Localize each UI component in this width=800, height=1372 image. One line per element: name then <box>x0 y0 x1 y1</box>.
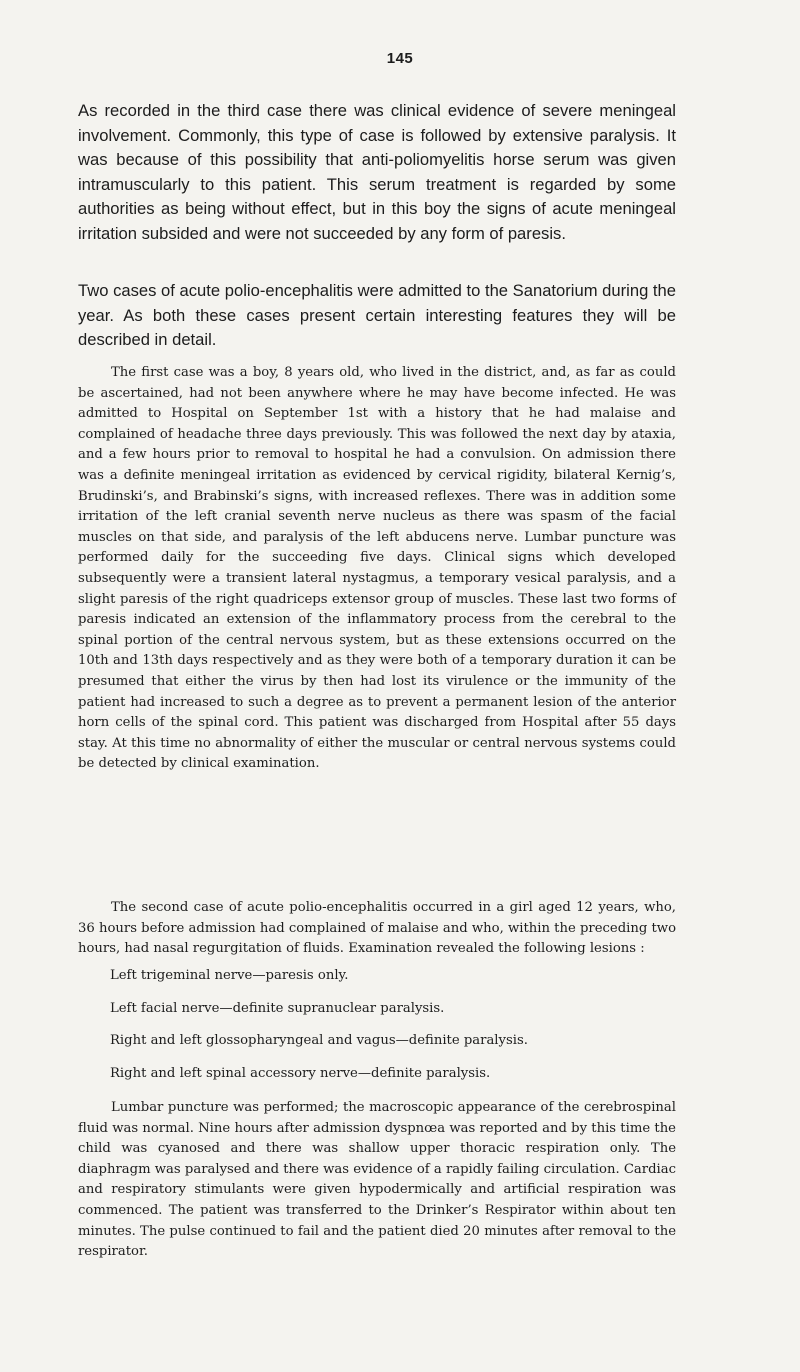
paragraph-meningeal-involvement: As recorded in the third case there was clinical evidence of severe meningeal involvement. Commonly, this type of case is followed by extensive paralysis. It was because of this possibility that anti-poliomyelitis horse serum was given intramuscularly to this patient. This serum treatment is regarded by some authorities as being without effect, but in this boy the signs of acute meningeal irritation subsided and were not succeeded by any form of paresis. <box>78 101 676 243</box>
paragraph-first-case: The first case was a boy, 8 years old, who lived in the district, and, as far as could be ascertained, had not been anywhere where he may have become infected. He was admitted to Hospital on September 1st with a history that he had malaise and complained of headache three days previously. This was followed the next day by ataxia, and a few hours prior to removal to hospital he had a convulsion. On admission there was a definite meningeal irritation as evidenced by cervical rigidity, bilateral Kernig’s, Brudinski’s, and Brabinski’s signs, with increased reflexes. There was in addition some irritation of the left cranial seventh nerve nucleus as there was spasm of the facial muscles on that side, and paralysis of the left abducens nerve. Lumbar puncture was performed daily for the succeeding five days. Clinical signs which developed subsequently were a transient lateral nystagmus, a temporary vesical paralysis, and a slight paresis of the right quadriceps extensor group of muscles. These last two forms of paresis indicated an extension of the inflammatory process from the cerebral to the spinal portion of the central nervous system, but as these extensions occurred on the 10th and 13th days respectively and as they were both of a temporary duration it can be presumed that either the virus by then had lost its virulence or the immunity of the patient had increased to such a degree as to prevent a permanent lesion of the anterior horn cells of the spinal cord. This patient was discharged from Hospital after 55 days stay. At this time no abnormality of either the muscular or central nervous systems could be detected by clinical examination. <box>78 365 676 772</box>
paragraph-second-case: The second case of acute polio-encephalitis occurred in a girl aged 12 years, who, 36 hours before admission had complained of malaise and who, within the preceding two hours, had nasal regurgitation of fluids. Examination revealed the following lesions : <box>78 900 677 957</box>
lesion-item: Left trigeminal nerve—paresis only. <box>110 968 349 983</box>
lesion-item: Left facial nerve—definite supranuclear paralysis. <box>110 1000 445 1016</box>
lesion-item: Right and left spinal accessory nerve—definite paralysis. <box>110 1065 491 1081</box>
paragraph-polio-encephalitis-intro: Two cases of acute polio-encephalitis were admitted to the Sanatorium during the year. As both these cases present certain interesting features they will be described in detail. <box>78 281 676 349</box>
lesion-list <box>110 966 676 1096</box>
paragraph-lumbar-puncture-outcome: Lumbar puncture was performed; the macroscopic appearance of the cerebrospinal fluid was normal. Nine hours after admission dyspnœa was reported and by this time the child was cyanosed and there was shallow upper thoracic respiration only. The diaphragm was paralysed and there was evidence of a rapidly failing circulation. Cardiac and respiratory stimulants were given hypodermically and artificial respiration was commenced. The patient was transferred to the Drinker’s Respirator within about ten minutes. The pulse continued to fail and the patient died 20 minutes after removal to the respirator. <box>78 1100 676 1260</box>
page-number: 145 <box>386 50 414 67</box>
lesion-item: Right and left glossopharyngeal and vagus—definite paralysis. <box>110 1033 528 1048</box>
